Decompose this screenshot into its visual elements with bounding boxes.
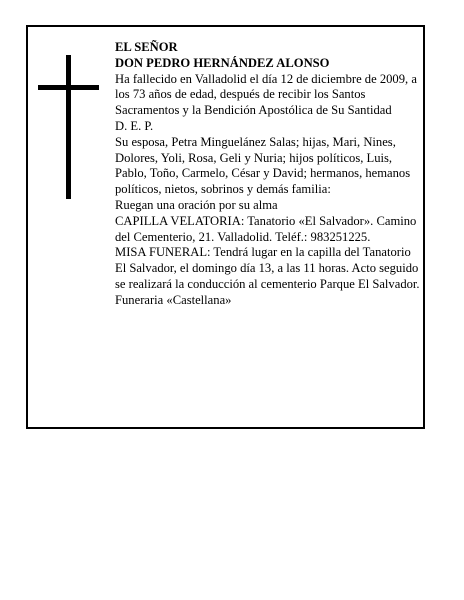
cross-icon xyxy=(38,55,102,199)
deceased-name: DON PEDRO HERNÁNDEZ ALONSO xyxy=(115,55,330,70)
funeral-home: Funeraria «Castellana» xyxy=(115,292,232,307)
chapel-info: CAPILLA VELATORIA: Tanatorio «El Salvador». Camino del Cementerio, 21. Valladolid. Teléf.: 983251225. xyxy=(115,213,417,244)
family-list: Su esposa, Petra Minguelánez Salas; hijas, Mari, Nines, Dolores, Yoli, Rosa, Geli y Nuria; hijos políticos, Luis, Pablo, Toño, Carmelo, César y David; hermanos, hemanos políticos, nietos, sobrinos y demás familia: xyxy=(115,134,411,197)
notice-text xyxy=(115,40,421,309)
cross-vertical-bar xyxy=(66,55,71,199)
obituary-notice xyxy=(26,25,425,429)
notice-title: EL SEÑOR xyxy=(115,40,178,54)
death-announcement: Ha fallecido en Valladolid el día 12 de diciembre de 2009, a los 73 años de edad, después de recibir los Santos Sacramentos y la Bendición Apostólica de Su Santidad xyxy=(115,71,417,118)
cross-horizontal-bar xyxy=(38,85,99,90)
mass-info: MISA FUNERAL: Tendrá lugar en la capilla del Tanatorio El Salvador, el domingo día 13, a las 11 horas. Acto seguido se realizará la conducción al cementerio Parque El Salvador. xyxy=(115,245,420,291)
prayer-request: Ruegan una oración por su alma xyxy=(115,197,278,212)
rip-line: D. E. P. xyxy=(115,118,154,133)
